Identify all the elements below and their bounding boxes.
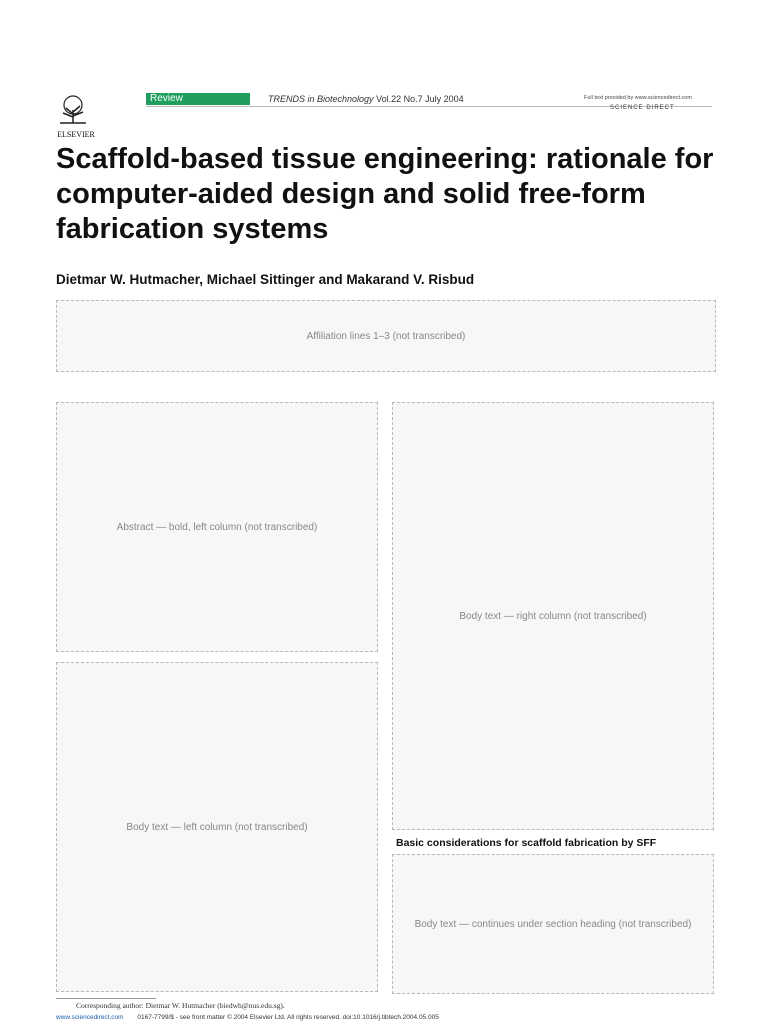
journal-issue: Vol.22 No.7 July 2004 [376, 94, 464, 104]
article-title: Scaffold-based tissue engineering: rationale for computer-aided design and solid free-form fabrication systems [56, 143, 714, 245]
page-footer [56, 1014, 439, 1021]
body-right-placeholder: Body text — right column (not transcribed) [392, 402, 714, 830]
footnote-rule [56, 998, 156, 999]
body-right-continued-placeholder: Body text — continues under section heading (not transcribed) [392, 854, 714, 994]
author-byline: Dietmar W. Hutmacher, Michael Sittinger and Makarand V. Risbud [56, 272, 475, 287]
publisher-name: ELSEVIER [57, 130, 95, 139]
provider-note: Full text provided by www.sciencedirect.com [584, 95, 692, 101]
section-label: Review [146, 93, 250, 105]
affiliations-placeholder: Affiliation lines 1–3 (not transcribed) [56, 300, 716, 372]
journal-name: TRENDS in Biotechnology [268, 94, 374, 104]
tree-logo-icon [56, 94, 90, 124]
abstract-placeholder: Abstract — bold, left column (not transcribed) [56, 402, 378, 652]
body-left-placeholder: Body text — left column (not transcribed) [56, 662, 378, 992]
corresponding-author-footnote: Corresponding author: Dietmar W. Hutmacher (biedwh@nus.edu.sg). [76, 1001, 285, 1010]
sciencedirect-logo: SCIENCE DIRECT [610, 105, 675, 111]
section-heading: Basic considerations for scaffold fabrication by SFF [396, 837, 657, 849]
footer-copyright: 0167-7799/$ - see front matter © 2004 Elsevier Ltd. All rights reserved. doi:10.1016/j.tibtech.2004.05.005 [137, 1014, 439, 1021]
publisher-logo [56, 94, 96, 139]
journal-line [268, 94, 464, 104]
footer-site-link[interactable]: www.sciencedirect.com [56, 1014, 124, 1021]
